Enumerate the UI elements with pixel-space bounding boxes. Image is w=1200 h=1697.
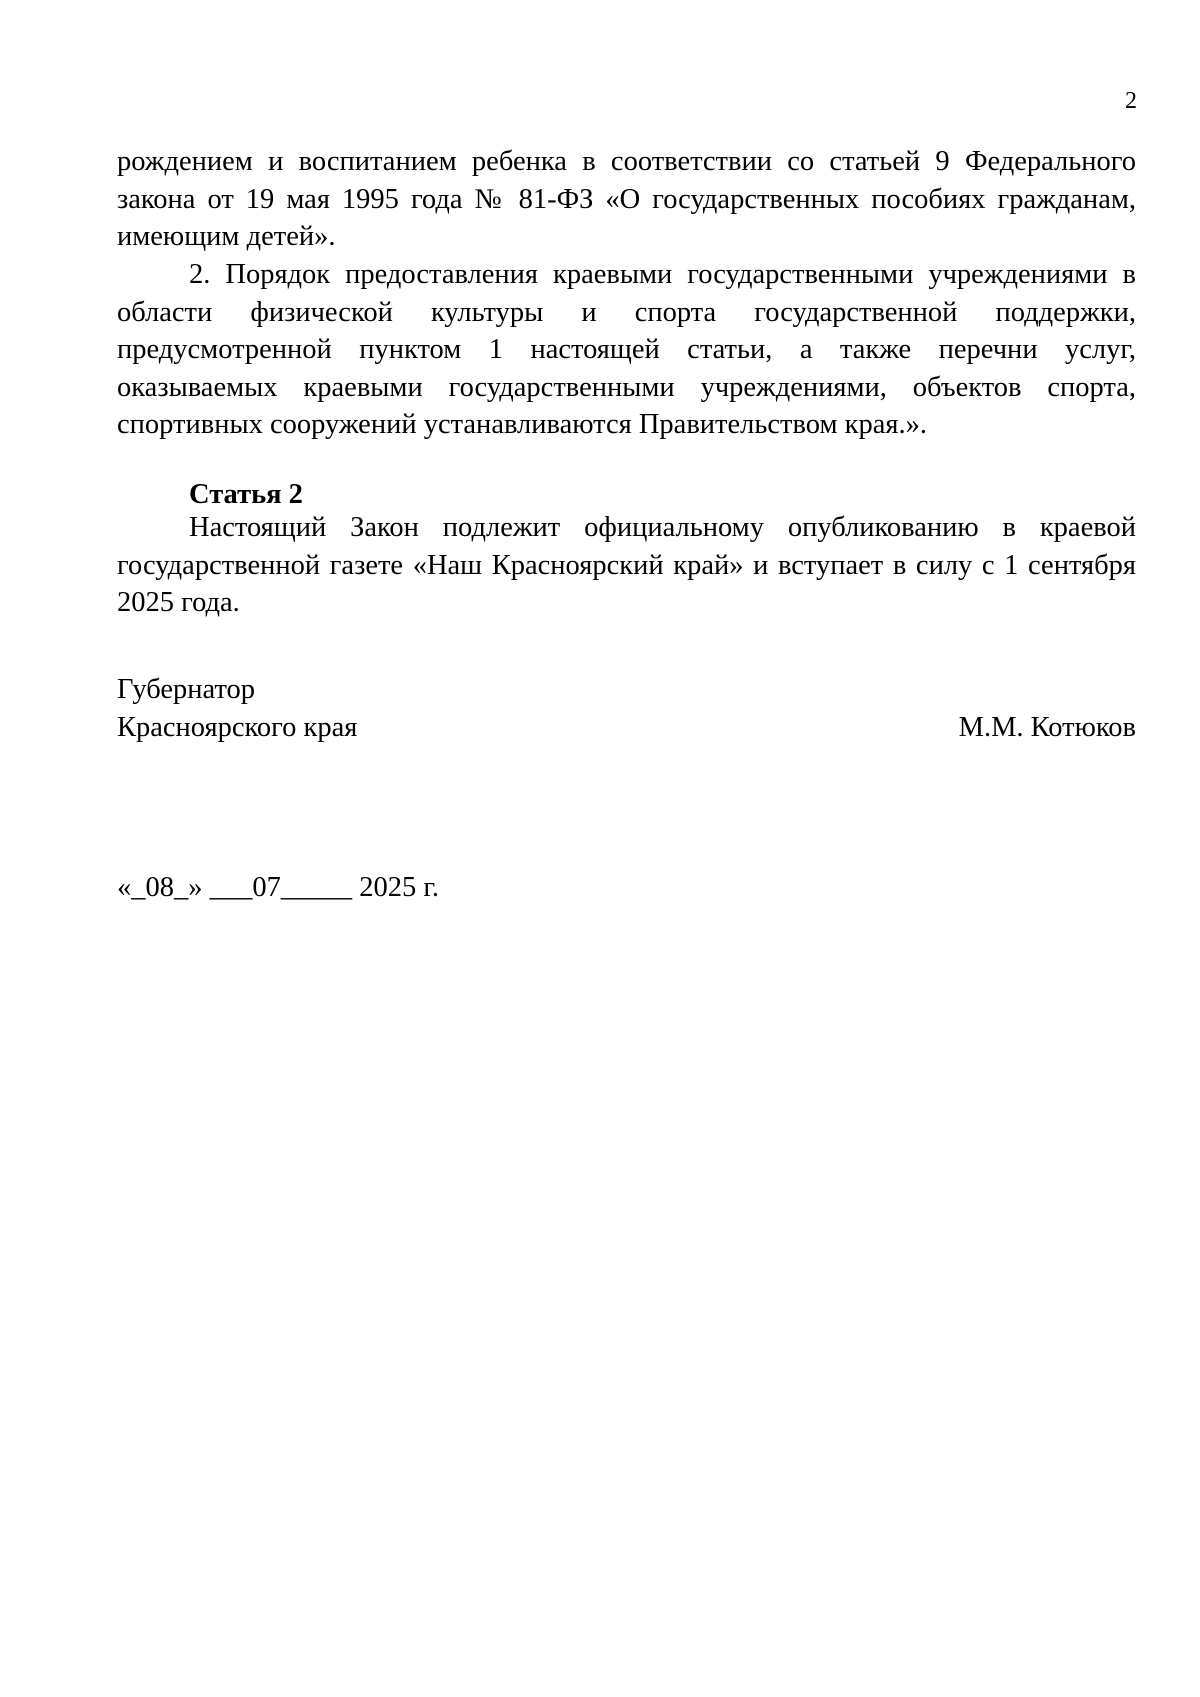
signing-date: «_08_» ___07_____ 2025 г. bbox=[117, 872, 439, 903]
article-2-heading: Статья 2 bbox=[189, 479, 303, 510]
signatory-title-line-1: Губернатор bbox=[117, 674, 256, 705]
paragraph-item-2: 2. Порядок предоставления краевыми государственными учреждениями в области физической культуры и спорта государственной поддержки, предусмотренной пунктом 1 настоящей статьи, а также перечни услуг, оказываемых краевыми государственными учреждениями, объектов спорта, спортивных сооружений устанавливаются Правительством края.». bbox=[117, 259, 1136, 440]
signature-row bbox=[117, 709, 1136, 747]
article-2-text: Настоящий Закон подлежит официальному опубликованию в краевой государственной газете «Наш Красноярский край» и вступает в силу с 1 сентября 2025 года. bbox=[117, 512, 1136, 618]
page-number: 2 bbox=[1125, 88, 1137, 114]
paragraph-continuation: рождением и воспитанием ребенка в соответствии со статьей 9 Федерального закона от 19 мая 1995 года № 81-ФЗ «О государственных пособиях гражданам, имеющим детей». bbox=[117, 146, 1136, 252]
signatory-name: М.М. Котюков bbox=[958, 711, 1136, 743]
signatory-title-line-2: Красноярского края bbox=[117, 711, 358, 743]
signature-block bbox=[117, 671, 1136, 746]
